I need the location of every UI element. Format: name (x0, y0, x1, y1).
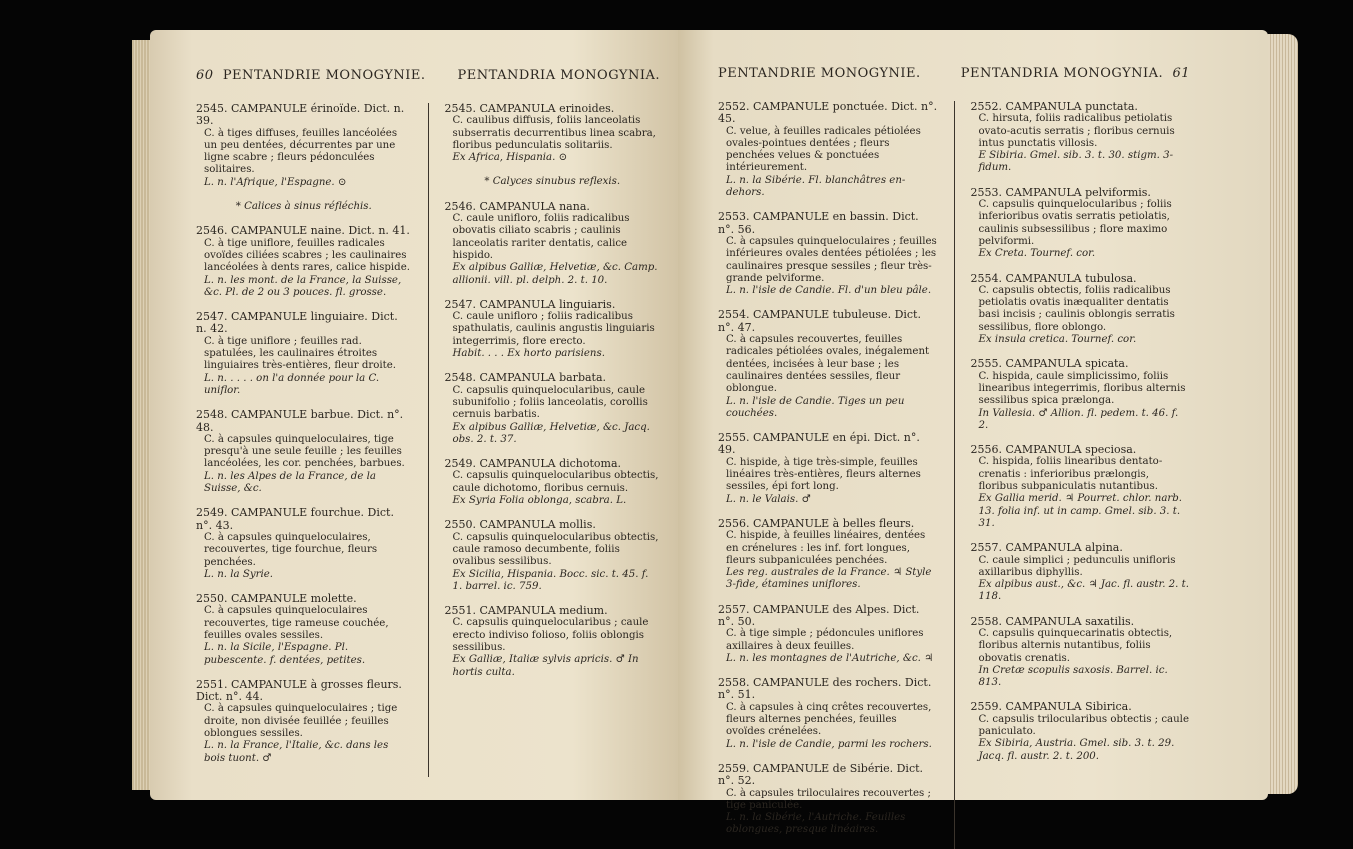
entry-body: C. caulibus diffusis, foliis lanceolatis subserratis decurrentibus linea scabra, floribus pedunculatis solitariis. (452, 115, 656, 151)
entry-title: 2557. CAMPANULA alpina. (970, 541, 1123, 555)
entry-note: Ex Gallia merid. ♃ Pourret. chlor. narb. 13. folia inf. ut in camp. Gmel. sib. 3. t. 31. (978, 493, 1183, 529)
entry-title: 2555. CAMPANULE en épi. Dict. n°. 49. (718, 431, 920, 457)
entry-note: Habit. . . . Ex horto parisiens. (452, 348, 605, 360)
entry-title: 2554. CAMPANULE tubuleuse. Dict. n°. 47. (718, 308, 921, 334)
entry-body: C. caule unifloro ; foliis radicalibus spathulatis, caulinis angustis linguiaris integerrimis, flore erecto. (452, 311, 655, 347)
entry-body: C. hispide, à tige très-simple, feuilles linéaires très-entières, fleurs alternes sessiles, épi fort long. (726, 456, 921, 493)
entry-note: E Sibiria. Gmel. sib. 3. t. 30. stigm. 3-fidum. (978, 150, 1174, 174)
entry-note: L. n. la France, l'Italie, &c. dans les bois tuont. ♂ (204, 740, 389, 764)
entry-body: C. hirsuta, foliis radicalibus petiolatis ovato-acutis serratis ; floribus cernuis intus punctatis villosis. (978, 113, 1175, 149)
entry-title: 2553. CAMPANULA pelviformis. (970, 185, 1151, 199)
entry-note: Ex Galliæ, Italiæ sylvis apricis. ♂ In hortis culta. (452, 654, 639, 678)
entry (971, 358, 1191, 432)
entry-note: Ex alpibus aust., &c. ♃ Jac. fl. austr. 2. t. 118. (978, 579, 1189, 603)
right-running-head (718, 66, 1190, 81)
entry-title: 2546. CAMPANULE naine. Dict. n. 41. (196, 224, 410, 238)
entry (718, 309, 938, 420)
entry (971, 101, 1191, 175)
entry-title: 2558. CAMPANULA saxatilis. (970, 614, 1135, 628)
column-rule (954, 101, 955, 849)
left-page (150, 30, 678, 800)
page-number: 60 (196, 68, 214, 83)
entry-body: C. hispide, à feuilles linéaires, dentées en crénelures : les inf. fort longues, fleurs subpaniculées penchées. (726, 530, 926, 566)
entry (718, 518, 938, 592)
entry-note: In Cretæ scopulis saxosis. Barrel. ic. 813. (978, 664, 1168, 689)
entry-note: Les reg. australes de la France. ♃ Style 3-fide, étamines uniflores. (726, 567, 932, 591)
entry-note: L. n. l'isle de Candie. Tiges un peu couchées. (726, 395, 905, 419)
entry-note: L. n. l'isle de Candie. Fl. d'un bleu pâle. (726, 285, 932, 297)
entry-title: 2558. CAMPANULE des rochers. Dict. n°. 51. (718, 676, 932, 702)
entry-note: L. n. l'Afrique, l'Espagne. ⊙ (204, 176, 347, 188)
entry-body: C. à capsules quinqueloculaires ; feuilles inférieures ovales dentées pétiolées ; les caulinaires presque sessiles ; fleur très-grande pelviforme. (726, 235, 937, 284)
entry-title: 2559. CAMPANULE de Sibérie. Dict. n°. 52. (718, 761, 924, 788)
entry-note: L. n. la Sibérie, l'Autriche. Feuilles oblongues, presque linéaires. (726, 812, 906, 836)
entry-title: 2552. CAMPANULE ponctuée. Dict. n°. 45. (718, 100, 938, 126)
entry-title: 2547. CAMPANULA linguiaris. (444, 297, 616, 311)
entry-title: 2548. CAMPANULA barbata. (444, 371, 607, 385)
entry-title: 2553. CAMPANULE en bassin. Dict. n°. 56. (718, 210, 919, 236)
header-french: PENTANDRIE MONOGYNIE. (718, 66, 921, 81)
page-number: 61 (1172, 66, 1190, 81)
left-columns (196, 103, 660, 777)
entry (971, 273, 1191, 347)
entry (445, 299, 661, 360)
entry-note: Ex Syria Folia oblonga, scabra. L. (452, 495, 627, 507)
section-heading: * Calices à sinus réfléchis. (235, 201, 372, 213)
entry (445, 372, 661, 446)
entry-title: 2559. CAMPANULA Sibirica. (970, 700, 1132, 714)
entry-body: C. capsulis quinquelocularibus ; caule erecto indiviso folioso, foliis oblongis sessilibus. (452, 617, 649, 653)
entry-title: 2550. CAMPANULE molette. (196, 592, 357, 606)
entry (196, 409, 412, 495)
entry-body: C. capsulis quinquelocularibus obtectis, caule dichotomo, floribus cernuis. (452, 470, 659, 494)
entry (196, 311, 412, 397)
left-running-head (196, 68, 660, 83)
entry-body: C. à tiges diffuses, feuilles lancéolées un peu dentées, décurrentes par une ligne scabre ; fleurs pédonculées solitaires. (204, 127, 398, 176)
entry-note: L. n. les mont. de la France, la Suisse, &c. Pl. de 2 ou 3 pouces. fl. grosse. (204, 274, 402, 298)
entry (196, 507, 412, 581)
entry-body: C. à tige uniflore ; feuilles rad. spatulées, les caulinaires étroites linguiaires très-entières, fleur droite. (204, 335, 396, 372)
entry-title: 2555. CAMPANULA spicata. (970, 357, 1129, 371)
entry-body: C. à capsules quinqueloculaires recouvertes, tige rameuse couchée, feuilles ovales sessiles. (204, 605, 389, 641)
section-heading: * Calyces sinubus reflexis. (484, 176, 621, 188)
entry (718, 432, 938, 506)
entry-note: L. n. la Sibérie. Fl. blanchâtres en-dehors. (726, 174, 906, 199)
entry-title: 2549. CAMPANULE fourchue. Dict. n°. 43. (196, 506, 394, 532)
entry (718, 211, 938, 297)
entry-title: 2552. CAMPANULA punctata. (970, 100, 1138, 113)
entry-body: C. hispida, caule simplicissimo, foliis linearibus integerrimis, floribus alternis sessilibus spica prælonga. (978, 370, 1186, 407)
header-french: PENTANDRIE MONOGYNIE. (222, 68, 426, 83)
entry-note: In Vallesia. ♂ Allion. fl. pedem. t. 46. f. 2. (978, 407, 1179, 431)
entry-title: 2556. CAMPANULE à belles fleurs. (718, 516, 915, 530)
entry-body: C. capsulis quinquelocularibus obtectis, caule ramoso decumbente, foliis ovalibus sessilibus. (452, 531, 659, 568)
entry-title: 2556. CAMPANULA speciosa. (970, 443, 1137, 457)
entry-title: 2547. CAMPANULE linguiaire. Dict. n. 42. (196, 310, 398, 336)
entry-note: L. n. la Sicile, l'Espagne. Pl. pubescente. f. dentées, petites. (204, 642, 366, 666)
entry (971, 187, 1191, 261)
french-column (718, 101, 938, 849)
entry-note: L. n. l'isle de Candie, parmi les rochers. (726, 738, 932, 750)
entry-note: Ex Sicilia, Hispania. Bocc. sic. t. 45. f. 1. barrel. ic. 759. (452, 568, 649, 592)
entry-body: C. à capsules quinqueloculaires, tige presqu'à une seule feuille ; les feuilles lancéolées, les cor. penchées, barbues. (204, 433, 405, 470)
entry-body: C. à capsules à cinq crêtes recouvertes, fleurs alternes penchées, feuilles ovoïdes crénelées. (726, 701, 932, 738)
entry-title: 2545. CAMPANULE érinoïde. Dict. n. 39. (196, 102, 405, 128)
entry-note: Ex insula cretica. Tournef. cor. (978, 334, 1137, 346)
entry-title: 2554. CAMPANULA tubulosa. (970, 271, 1137, 285)
entry-body: C. à tige uniflore, feuilles radicales ovoïdes ciliées scabres ; les caulinaires lancéolées à dents rares, calice hispide. (204, 237, 410, 274)
entry (445, 103, 661, 164)
header-latin: PENTANDRIA MONOGYNIA. (960, 66, 1164, 81)
entry (971, 444, 1191, 530)
entry-title: 2546. CAMPANULA nana. (444, 199, 590, 213)
entry-note: L. n. les montagnes de l'Autriche, &c. ♃ (726, 652, 934, 664)
french-column (196, 103, 412, 777)
entry-body: C. capsulis quinquecarinatis obtectis, floribus alternis nutantibus, foliis obovatis crenatis. (978, 627, 1173, 664)
latin-column (445, 103, 661, 777)
right-page (678, 30, 1268, 836)
entry-note: Ex Sibiria, Austria. Gmel. sib. 3. t. 29. Jacq. fl. austr. 2. t. 200. (978, 738, 1175, 762)
entry (196, 593, 412, 667)
entry-note: Ex alpibus Galliæ, Helvetiæ, &c. Camp. allionii. vill. pl. delph. 2. t. 10. (452, 262, 658, 286)
entry (445, 605, 661, 679)
entry-title: 2557. CAMPANULE des Alpes. Dict. n°. 50. (718, 602, 920, 628)
entry-body: C. capsulis quinquelocularibus, caule subunifolio ; foliis lanceolatis, corollis cernuis barbatis. (452, 384, 648, 421)
entry (445, 201, 661, 287)
entry-title: 2551. CAMPANULE à grosses fleurs. Dict. n°. 44. (196, 677, 402, 704)
entry (718, 101, 938, 199)
entry-body: C. hispida, foliis linearibus dentato-crenatis : inferioribus prælongis, floribus subpaniculatis nutantibus. (978, 456, 1163, 493)
entry (718, 763, 938, 837)
entry-note: L. n. . . . . on l'a donnée pour la C. uniflor. (204, 372, 380, 396)
entry-body: C. à capsules recouvertes, feuilles radicales pétiolées ovales, inégalement dentées, incisées à leur base ; les caulinaires dentées sessiles, fleur oblongue. (726, 334, 930, 395)
right-columns (718, 101, 1190, 849)
entry-body: C. caule unifloro, foliis radicalibus obovatis ciliato scabris ; caulinis lanceolatis rariter dentatis, calice hispido. (452, 213, 630, 261)
entry-body: C. à capsules quinqueloculaires, recouvertes, tige fourchue, fleurs penchées. (204, 531, 378, 568)
entry-title: 2550. CAMPANULA mollis. (444, 518, 596, 532)
entry (971, 616, 1191, 690)
entry-title: 2545. CAMPANULA erinoides. (444, 102, 615, 115)
entry (971, 701, 1191, 762)
entry (445, 519, 661, 593)
entry-note: Ex alpibus Galliæ, Helvetiæ, &c. Jacq. obs. 2. t. 37. (452, 421, 650, 445)
entry-body: C. capsulis trilocularibus obtectis ; caule paniculato. (978, 713, 1189, 738)
entry (445, 458, 661, 507)
entry-note: Ex Africa, Hispania. ⊙ (452, 152, 568, 164)
entry-note: L. n. la Syrie. (204, 568, 273, 580)
entry-body: C. à capsules quinqueloculaires ; tige droite, non divisée feuillée ; feuilles oblongues sessiles. (204, 703, 398, 740)
entry (718, 604, 938, 665)
entry (196, 225, 412, 299)
entry-title: 2548. CAMPANULE barbue. Dict. n°. 48. (196, 408, 404, 434)
column-rule (428, 103, 429, 777)
entry (971, 542, 1191, 603)
entry (196, 103, 412, 189)
header-latin: PENTANDRIA MONOGYNIA. (457, 68, 660, 83)
entry-body: C. à tige simple ; pédoncules uniflores axillaires à deux feuilles. (726, 628, 924, 652)
entry-body: C. capsulis obtectis, foliis radicalibus petiolatis ovatis inæqualiter dentatis basi incisis ; caulinis oblongis serratis sessilibus, flore oblongo. (978, 284, 1175, 333)
entry-note: Ex Creta. Tournef. cor. (978, 248, 1096, 260)
latin-column (971, 101, 1191, 849)
entry-body: C. caule simplici ; pedunculis unifloris axillaribus diphyllis. (978, 554, 1176, 578)
entry-title: 2549. CAMPANULA dichotoma. (444, 457, 622, 471)
entry-note: L. n. le Valais. ♂ (726, 493, 811, 505)
entry-body: C. capsulis quinquelocularibus ; foliis inferioribus ovatis serratis petiolatis, caulinis subsessilibus ; flore maximo pelviformi. (978, 199, 1172, 247)
entry (718, 677, 938, 751)
entry-body: C. velue, à feuilles radicales pétiolées ovales-pointues dentées ; fleurs penchées velues & ponctuées intérieurement. (726, 125, 921, 174)
entry (196, 679, 412, 765)
entry-note: L. n. les Alpes de la France, de la Suisse, &c. (204, 470, 376, 495)
entry-body: C. à capsules triloculaires recouvertes ; tige paniculée. (726, 787, 931, 811)
entry-title: 2551. CAMPANULA medium. (444, 604, 608, 618)
